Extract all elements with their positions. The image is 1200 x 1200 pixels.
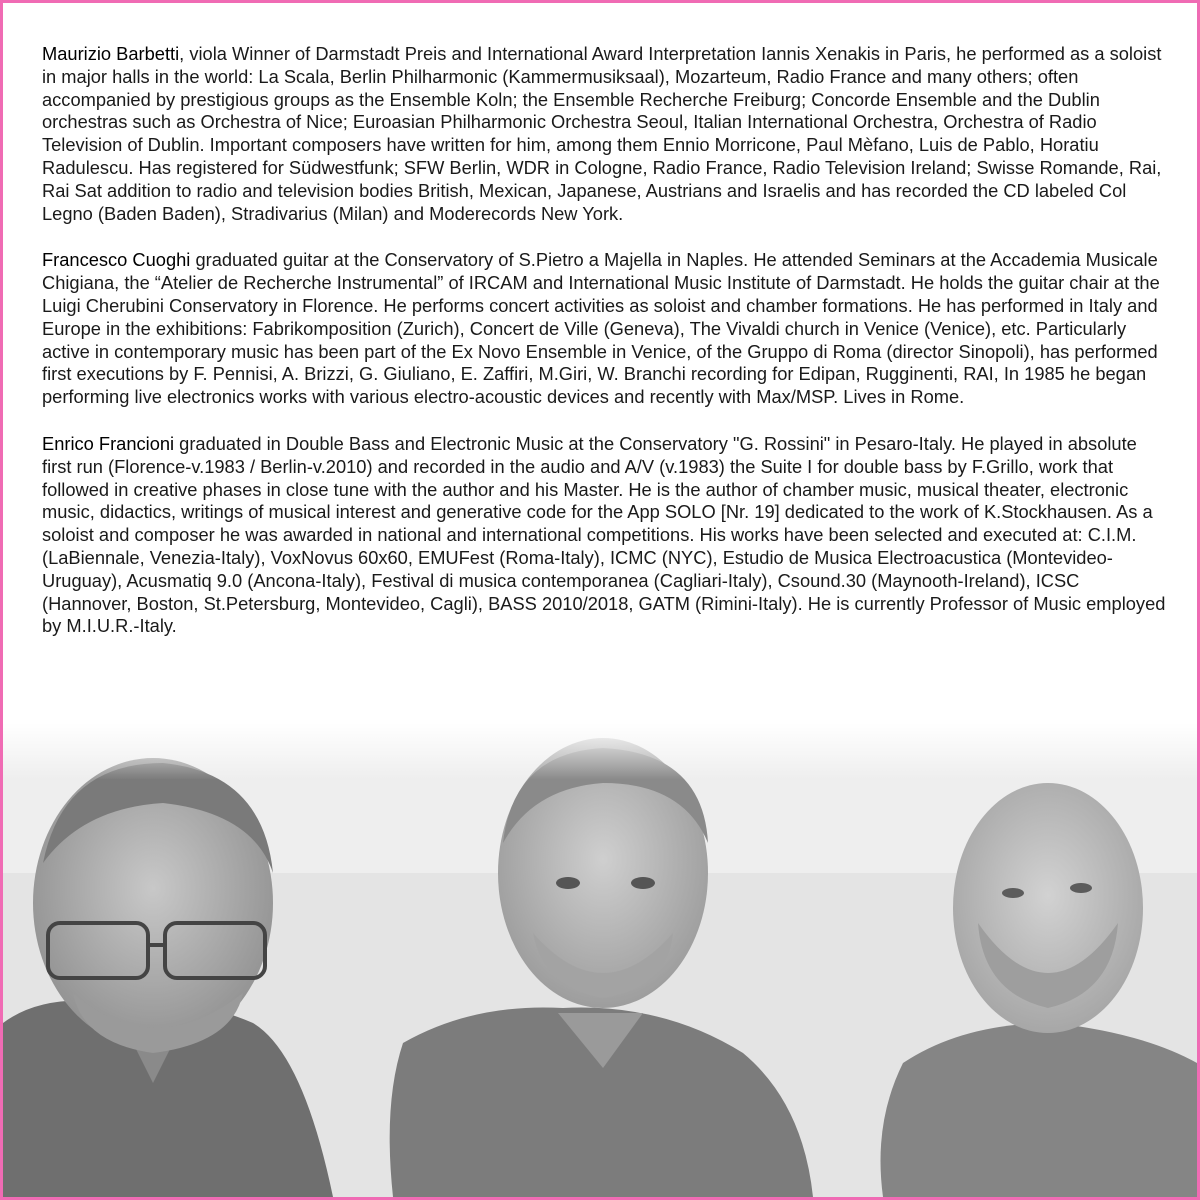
trio-photo	[3, 723, 1197, 1197]
biographies	[42, 43, 1170, 662]
bio-francesco-cuoghi	[42, 249, 1170, 409]
bio-text: graduated in Double Bass and Electronic Music at the Conservatory "G. Rossini" in Pesaro-Italy. He played in absolute first run (Florence-v.1983 / Berlin-v.2010) and recorded in the audio and A/V (v.1983) the Suite I for double bass by F.Grillo, work that followed in creative phases in close tune with the author and his Master. He is the author of chamber music, musical theater, electronic music, didactics, writings of musical interest and generative code for the App SOLO [Nr. 19] dedicated to the work of K.Stockhausen. As a soloist and composer he was awarded in national and international competitions. His works have been selected and executed at: C.I.M. (LaBiennale, Venezia-Italy), VoxNovus 60x60, EMUFest (Roma-Italy), ICMC (NYC), Estudio de Musica Electroacustica (Montevideo-Uruguay), Acusmatiq 9.0 (Ancona-Italy), Festival di musica contemporanea (Cagliari-Italy), Csound.30 (Maynooth-Ireland), ICSC (Hannover, Boston, St.Petersburg, Montevideo, Cagli), BASS 2010/2018, GATM (Rimini-Italy). He is currently Professor of Music employed by M.I.U.R.-Italy.	[42, 432, 1166, 637]
bio-text: , viola Winner of Darmstadt Preis and International Award Interpretation Iannis Xenakis in Paris, he performed as a soloist in major halls in the world: La Scala, Berlin Philharmonic (Kammermusiksaal), Mozarteum, Radio France and many others; often accompanied by prestigious groups as the Ensemble Koln; the Ensemble Recherche Freiburg; Concorde Ensemble and the Dublin orchestras such as Orchestra of Nice; Euroasian Philharmonic Orchestra Seoul, Italian International Orchestra, Orchestra of Radio Television of Dublin. Important composers have written for him, among them Ennio Morricone, Paul Mèfano, Luis de Pablo, Horatiu Radulescu. Has registered for Südwestfunk; SFW Berlin, WDR in Cologne, Radio France, Radio Television Ireland; Swisse Romande, Rai, Rai Sat addition to radio and television bodies British, Mexican, Japanese, Austrians and Israelis and has recorded the CD labeled Col Legno (Baden Baden), Stradivarius (Milan) and Moderecords New York.	[42, 43, 1162, 224]
bio-text: graduated guitar at the Conservatory of S.Pietro a Majella in Naples. He attended Seminars at the Accademia Musicale Chigiana, the “Atelier de Recherche Instrumental” of IRCAM and International Music Institute of Darmstadt. He holds the guitar chair at the Luigi Cherubini Conservatory in Florence. He performs concert activities as soloist and chamber formations. He has performed in Italy and Europe in the exhibitions: Fabrikomposition (Zurich), Concert de Ville (Geneva), The Vivaldi church in Venice (Venice), etc. Particularly active in contemporary music has been part of the Ex Novo Ensemble in Venice, of the Gruppo di Roma (director Sinopoli), has performed first executions by F. Pennisi, A. Brizzi, G. Giuliano, E. Zaffiri, M.Giri, W. Branchi recording for Edipan, Rugginenti, RAI, In 1985 he began performing live electronics works with various electro-acoustic devices and recently with Max/MSP. Lives in Rome.	[42, 249, 1160, 408]
bio-name: Enrico Francioni	[42, 432, 175, 454]
bio-name: Francesco Cuoghi	[42, 249, 191, 271]
bio-name: Maurizio Barbetti	[42, 43, 180, 64]
bio-enrico-francioni	[42, 433, 1170, 638]
bio-maurizio-barbetti	[42, 43, 1170, 225]
